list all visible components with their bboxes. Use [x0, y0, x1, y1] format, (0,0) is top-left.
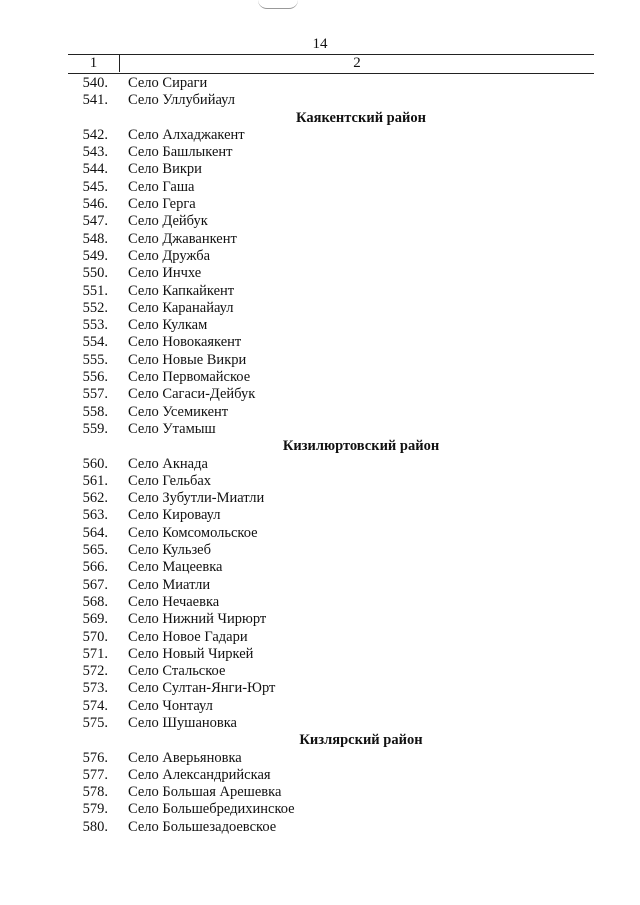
row-number: 561.: [82, 472, 108, 489]
table-row: [0, 231, 640, 248]
table-row: [0, 542, 640, 559]
table-row: [0, 819, 640, 836]
settlement-name: Село Нечаевка: [128, 593, 220, 610]
settlement-name: Село Стальское: [128, 663, 226, 680]
settlement-name: Село Акнада: [128, 455, 208, 472]
table-row: [0, 421, 640, 438]
district-heading-text: Каякентский район: [296, 109, 426, 126]
settlement-name: Село Большезадоевское: [128, 818, 277, 835]
settlement-name: Село Новые Викри: [128, 351, 247, 368]
row-number: 577.: [82, 766, 108, 783]
table-row: [0, 317, 640, 334]
settlement-name: Село Викри: [128, 161, 202, 178]
row-number: 557.: [82, 386, 108, 403]
settlement-name: Село Дейбук: [128, 213, 208, 230]
settlement-name: Село Дружба: [128, 247, 211, 264]
row-number: 550.: [82, 265, 108, 282]
row-number: 562.: [82, 490, 108, 507]
row-number: 569.: [82, 611, 108, 628]
table-row: [0, 369, 640, 386]
settlement-name: Село Сагаси-Дейбук: [128, 386, 256, 403]
settlement-name: Село Алхаджакент: [128, 126, 245, 143]
table-row: [0, 352, 640, 369]
row-number: 554.: [82, 334, 108, 351]
settlement-name: Село Большая Арешевка: [128, 784, 282, 801]
settlement-name: Село Кироваул: [128, 507, 221, 524]
row-number: 541.: [82, 92, 108, 109]
row-number: 564.: [82, 524, 108, 541]
row-number: 579.: [82, 801, 108, 818]
settlement-name: Село Башлыкент: [128, 144, 233, 161]
settlement-name: Село Сираги: [128, 75, 208, 91]
settlement-list: [0, 75, 640, 836]
settlement-name: Село Александрийская: [128, 766, 271, 783]
row-number: 555.: [82, 351, 108, 368]
table-row: [0, 507, 640, 524]
row-number: 572.: [82, 663, 108, 680]
row-number: 556.: [82, 369, 108, 386]
table-row: [0, 715, 640, 732]
settlement-name: Село Новое Гадари: [128, 628, 248, 645]
row-number: 547.: [82, 213, 108, 230]
row-number: 567.: [82, 576, 108, 593]
settlement-name: Село Аверьяновка: [128, 749, 242, 766]
row-number: 566.: [82, 559, 108, 576]
table-row: [0, 629, 640, 646]
table-row: [0, 525, 640, 542]
settlement-name: Село Нижний Чирюрт: [128, 611, 267, 628]
row-number: 570.: [82, 628, 108, 645]
row-number: 546.: [82, 196, 108, 213]
row-number: 540.: [82, 75, 108, 91]
table-row: [0, 698, 640, 715]
table-row: [0, 127, 640, 144]
page-number: 14: [312, 36, 328, 52]
table-row: [0, 784, 640, 801]
table-row: [0, 75, 640, 92]
table-row: [0, 473, 640, 490]
row-number: 542.: [82, 126, 108, 143]
row-number: 549.: [82, 247, 108, 264]
settlement-name: Село Джаванкент: [128, 230, 237, 247]
settlement-name: Село Шушановка: [128, 714, 237, 731]
settlement-name: Село Зубутли-Миатли: [128, 490, 265, 507]
table-row: [0, 386, 640, 403]
row-number: 548.: [82, 230, 108, 247]
table-header-col2: 2: [353, 55, 361, 71]
settlement-name: Село Капкайкент: [128, 282, 235, 299]
row-number: 560.: [82, 455, 108, 472]
row-number: 578.: [82, 784, 108, 801]
table-header-col1: 1: [68, 55, 120, 72]
scan-artifact: [258, 0, 298, 9]
table-row: [0, 283, 640, 300]
table-row: [0, 577, 640, 594]
row-number: 544.: [82, 161, 108, 178]
row-number: 580.: [82, 818, 108, 835]
settlement-name: Село Чонтаул: [128, 697, 213, 714]
district-heading: [0, 110, 640, 127]
table-row: [0, 456, 640, 473]
settlement-name: Село Мацеевка: [128, 559, 223, 576]
settlement-name: Село Герга: [128, 196, 196, 213]
settlement-name: Село Новый Чиркей: [128, 645, 254, 662]
row-number: 568.: [82, 593, 108, 610]
table-row: [0, 801, 640, 818]
table-row: [0, 265, 640, 282]
settlement-name: Село Комсомольское: [128, 524, 258, 541]
table-row: [0, 611, 640, 628]
table-row: [0, 196, 640, 213]
row-number: 565.: [82, 542, 108, 559]
table-row: [0, 161, 640, 178]
table-row: [0, 92, 640, 109]
row-number: 559.: [82, 420, 108, 437]
district-heading: [0, 438, 640, 455]
table-row: [0, 594, 640, 611]
table-row: [0, 213, 640, 230]
settlement-name: Село Новокаякент: [128, 334, 242, 351]
settlement-name: Село Султан-Янги-Юрт: [128, 680, 276, 697]
table-header: [68, 54, 594, 74]
table-row: [0, 680, 640, 697]
row-number: 573.: [82, 680, 108, 697]
settlement-name: Село Каранайаул: [128, 299, 234, 316]
table-row: [0, 179, 640, 196]
table-row: [0, 559, 640, 576]
row-number: 575.: [82, 714, 108, 731]
settlement-name: Село Гельбах: [128, 472, 212, 489]
settlement-name: Село Инчхе: [128, 265, 202, 282]
row-number: 563.: [82, 507, 108, 524]
table-row: [0, 663, 640, 680]
settlement-name: Село Гаша: [128, 178, 195, 195]
settlement-name: Село Усемикент: [128, 403, 229, 420]
table-row: [0, 300, 640, 317]
district-heading: [0, 732, 640, 749]
district-heading-text: Кизлярский район: [299, 732, 423, 749]
row-number: 551.: [82, 282, 108, 299]
settlement-name: Село Миатли: [128, 576, 211, 593]
settlement-name: Село Утамыш: [128, 420, 216, 437]
table-row: [0, 767, 640, 784]
row-number: 574.: [82, 697, 108, 714]
settlement-name: Село Кульзеб: [128, 542, 211, 559]
row-number: 553.: [82, 317, 108, 334]
table-row: [0, 248, 640, 265]
table-row: [0, 490, 640, 507]
settlement-name: Село Большебредихинское: [128, 801, 295, 818]
row-number: 552.: [82, 299, 108, 316]
table-row: [0, 334, 640, 351]
row-number: 576.: [82, 749, 108, 766]
district-heading-text: Кизилюртовский район: [282, 438, 440, 455]
row-number: 558.: [82, 403, 108, 420]
settlement-name: Село Кулкам: [128, 317, 208, 334]
settlement-name: Село Уллубийаул: [128, 92, 236, 109]
table-row: [0, 144, 640, 161]
row-number: 545.: [82, 178, 108, 195]
row-number: 543.: [82, 144, 108, 161]
table-row: [0, 646, 640, 663]
settlement-name: Село Первомайское: [128, 369, 251, 386]
table-row: [0, 750, 640, 767]
table-row: [0, 404, 640, 421]
row-number: 571.: [82, 645, 108, 662]
